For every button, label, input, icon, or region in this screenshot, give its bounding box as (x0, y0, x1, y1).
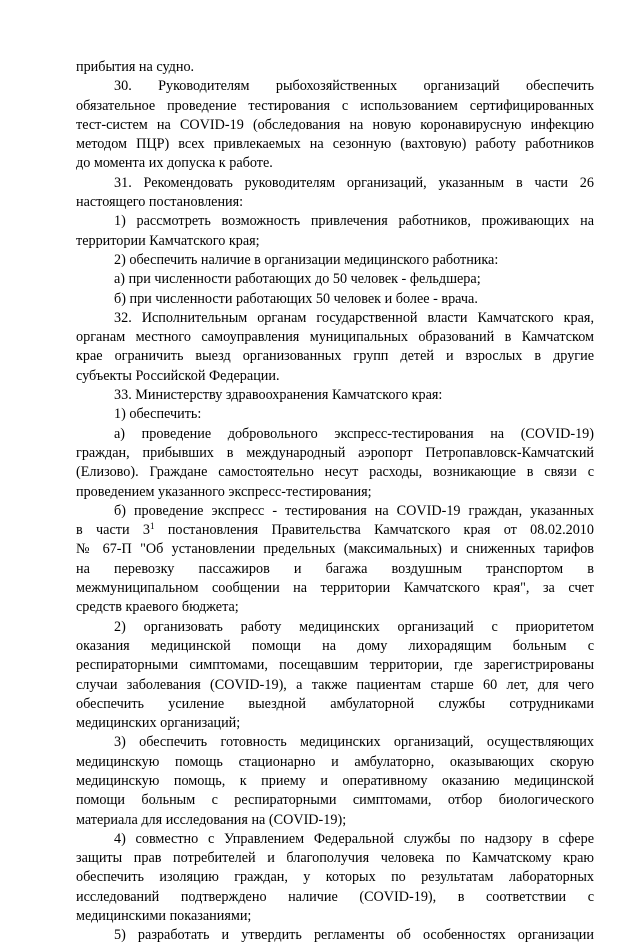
text-line: медицинскую помощь, к приему и оперативному оказанию медицинской (76, 772, 594, 789)
text-line: 3) обеспечить готовность медицинских организаций, осуществляющих (114, 734, 594, 751)
text-line: медицинскую помощь стационарно и амбулаторно, оказывающих скорую (76, 753, 594, 770)
paragraph (76, 309, 594, 386)
text-line: исследований подтверждено наличие (COVID-19), в соответствии с (76, 888, 594, 905)
paragraph (76, 830, 594, 926)
text-line: помощи больным с респираторными симптомами, отбор биологического (76, 792, 594, 809)
text-line: обеспечить усиление выездной амбулаторной службы сотрудниками (76, 695, 594, 712)
text-line: территории Камчатского края; (76, 232, 260, 249)
paragraph (76, 77, 594, 173)
paragraph (76, 926, 594, 945)
text-line: межмуниципальном сообщении на территории Камчатского края", за счет (76, 580, 594, 597)
paragraph (76, 733, 594, 829)
paragraph (76, 251, 594, 270)
text-line: 4) совместно с Управлением Федеральной службы по надзору в сфере (114, 830, 594, 847)
text-line: субъекты Российской Федерации. (76, 367, 280, 384)
text-line: 2) организовать работу медицинских организаций с приоритетом (114, 618, 594, 635)
text-line: 32. Исполнительным органам государственной власти Камчатского края, (114, 309, 594, 326)
text-line: 31. Рекомендовать руководителям организаций, указанным в части 26 (114, 174, 594, 191)
text-line: тест-систем на COVID-19 (обследования на новую коронавирусную инфекцию (76, 116, 594, 133)
text-line: обязательное проведение тестирования с использованием сертифицированных (76, 97, 594, 114)
text-line: в части $3^1$ постановления Правительства Камчатского края от 08.02.2010 (76, 521, 594, 539)
text-line: материала для исследования на (COVID-19); (76, 811, 347, 828)
text-line: 33. Министерству здравоохранения Камчатского края: (114, 387, 443, 404)
text-line: на перевозку пассажиров и багажа воздушным транспортом в (76, 560, 594, 577)
text-line: а) при численности работающих до 50 человек - фельдшера; (114, 271, 481, 288)
text-line: органам местного самоуправления муниципальных образований в Камчатском (76, 329, 594, 346)
text-line: б) проведение экспресс - тестирования на COVID-19 граждан, указанных (114, 502, 594, 519)
text-line: до момента их допуска к работе. (76, 155, 273, 172)
document-page (76, 58, 594, 946)
paragraph (76, 58, 594, 77)
text-line: граждан, прибывших в международный аэропорт Петропавловск-Камчатский (76, 444, 594, 461)
text-line: медицинских организаций; (76, 715, 241, 732)
text-line: 5) разработать и утвердить регламенты об особенностях организации (114, 927, 594, 944)
text-line: средств краевого бюджета; (76, 599, 239, 616)
text-line: обеспечить изоляцию граждан, у которых по результатам лабораторных (76, 869, 594, 886)
paragraph (76, 386, 594, 405)
paragraph (76, 270, 594, 289)
paragraph (76, 405, 594, 424)
paragraph (76, 212, 594, 251)
text-line: а) проведение добровольного экспресс-тестирования на (COVID-19) (114, 425, 594, 442)
text-line: 30. Руководителям рыбохозяйственных организаций обеспечить (114, 78, 594, 95)
paragraph (76, 618, 594, 734)
text-line: оказания медицинской помощи на дому лихорадящим больным с (76, 637, 594, 654)
text-line: прибытия на судно. (76, 59, 195, 75)
text-line: защиты прав потребителей и благополучия человека по Камчатскому краю (76, 850, 594, 867)
text-line: крае ограничить выезд организованных групп детей и взрослых в другие (76, 348, 594, 365)
paragraph (76, 174, 594, 213)
text-line: 1) обеспечить: (114, 406, 202, 423)
text-line: 1) рассмотреть возможность привлечения работников, проживающих на (114, 213, 594, 230)
text-line: б) при численности работающих 50 человек и более - врача. (114, 290, 478, 307)
text-line: случаи заболевания (COVID-19), а также пациентам старше 60 лет, для чего (76, 676, 594, 693)
text-line: методом ПЦР) всех привлекаемых на сезонную (вахтовую) работу работников (76, 136, 594, 153)
text-line: 2) обеспечить наличие в организации медицинского работника: (114, 251, 499, 268)
paragraph (76, 502, 594, 618)
text-line: № 67-П "Об установлении предельных (максимальных) и сниженных тарифов (76, 541, 594, 558)
paragraph (76, 425, 594, 502)
text-line: настоящего постановления: (76, 194, 244, 211)
text-line: респираторными симптомами, посещавшим территории, где зарегистрированы (76, 657, 594, 674)
paragraph (76, 290, 594, 309)
text-line: проведением указанного экспресс-тестирования; (76, 483, 372, 500)
text-line: (Елизово). Граждане самостоятельно несут расходы, возникающие в связи с (76, 464, 594, 481)
text-line: медицинскими показаниями; (76, 908, 252, 925)
